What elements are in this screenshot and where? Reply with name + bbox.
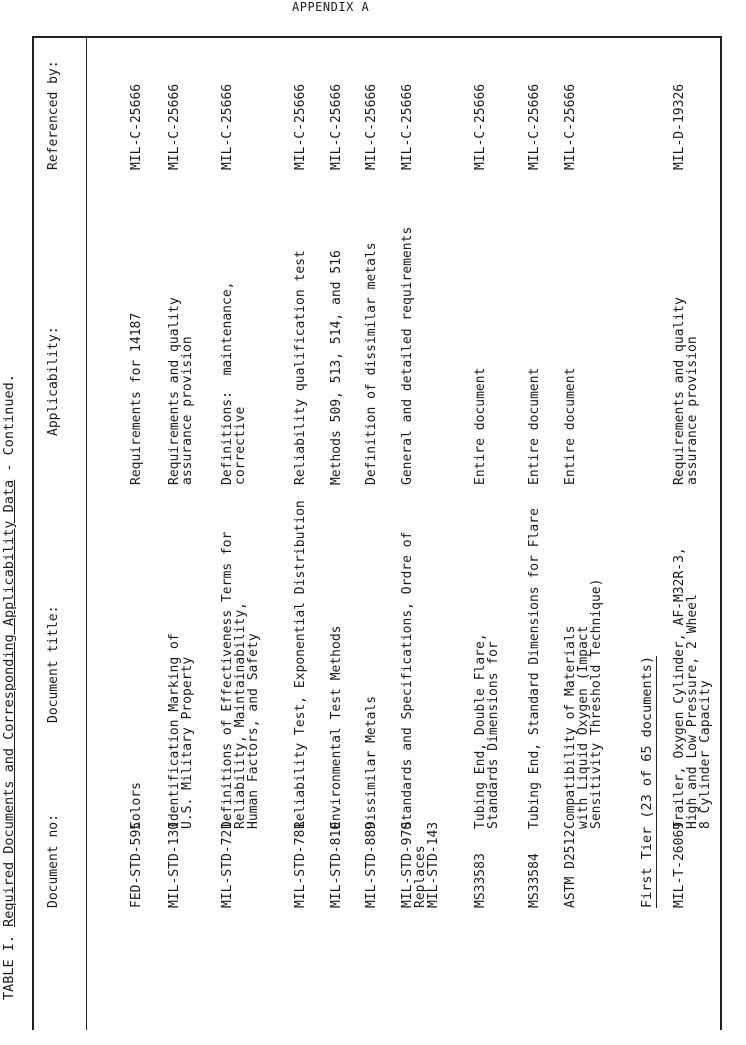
row-9-title: Tubing End, Standard Dimensions for Flare	[527, 508, 542, 829]
section-label-first-tier: First Tier (23 of 65 documents)	[639, 656, 655, 908]
row-4-title: Reliability Test, Exponential Distribution	[293, 500, 308, 829]
row-2-title: Identification Marking of U.S. Military Property	[167, 633, 195, 829]
caption-suffix: - Continued.	[1, 374, 17, 480]
table-caption	[1, 374, 17, 1000]
column-header-doc-no: Document no:	[46, 814, 61, 908]
row-1-doc-no: FED-STD-595	[129, 821, 144, 908]
section-row-1-title: Trailer, Oxygen Cylinder, AF-M32R-3, High and Low Pressure, 2 Wheel 8 Cylinder Capacity	[672, 547, 713, 829]
row-6-applicability: Definition of dissimilar metals	[364, 242, 379, 485]
row-4-referenced-by: MIL-C-25666	[293, 83, 308, 170]
row-1-applicability: Requirements for 14187	[129, 312, 144, 485]
row-6-title: Dissimilar Metals	[364, 695, 379, 829]
row-5-doc-no: MIL-STD-810	[329, 821, 344, 908]
caption-prefix: TABLE I.	[1, 926, 17, 1000]
row-3-applicability: Definitions: maintenance, corrective	[220, 281, 248, 485]
row-10-doc-no: ASTM D2512	[563, 829, 578, 908]
row-1-referenced-by: MIL-C-25666	[129, 83, 144, 170]
row-8-doc-no: MS33583	[473, 853, 488, 908]
section-row-1-applicability: Requirements and quality assurance provision	[672, 297, 700, 485]
row-7-referenced-by: MIL-C-25666	[400, 83, 415, 170]
row-3-doc-no: MIL-STD-721	[220, 821, 235, 908]
row-6-doc-no: MIL-STD-889	[364, 821, 379, 908]
row-8-referenced-by: MIL-C-25666	[473, 83, 488, 170]
row-7-doc-no: MIL-STD-970 Replaces MIL-STD-143	[400, 821, 441, 908]
row-8-title: Tubing End, Double Flare, Standards Dimensions for	[473, 633, 501, 829]
row-9-applicability: Entire document	[527, 367, 542, 485]
row-7-title: Standards and Specifications, Ordre of	[400, 531, 415, 829]
row-2-referenced-by: MIL-C-25666	[167, 83, 182, 170]
column-header-referenced-by: Referenced by:	[46, 60, 61, 170]
row-5-applicability: Methods 509, 513, 514, and 516	[329, 250, 344, 485]
section-row-1-doc-no: MIL-T-26069	[672, 821, 687, 908]
row-6-referenced-by: MIL-C-25666	[364, 83, 379, 170]
row-8-applicability: Entire document	[473, 367, 488, 485]
caption-title: Required Documents and Corresponding Applicability Data	[1, 479, 17, 927]
page-header: APPENDIX A	[292, 0, 370, 14]
row-10-applicability: Entire document	[563, 367, 578, 485]
row-10-referenced-by: MIL-C-25666	[563, 83, 578, 170]
row-3-title: Definitions of Effectiveness Terms for Reliability, Maintainability, Human Factors, and Safety	[220, 531, 261, 829]
header-rule	[86, 36, 87, 1030]
row-2-doc-no: MIL-STD-130	[167, 821, 182, 908]
row-5-referenced-by: MIL-C-25666	[329, 83, 344, 170]
row-4-applicability: Reliability qualification test	[293, 250, 308, 485]
row-4-doc-no: MIL-STD-781	[293, 821, 308, 908]
rotated-table-sheet	[0, 30, 720, 1030]
row-3-referenced-by: MIL-C-25666	[220, 83, 235, 170]
column-header-applicability: Applicability:	[46, 326, 61, 436]
column-header-doc-title: Document title:	[46, 605, 61, 723]
section-row-1-referenced-by: MIL-D-19326	[672, 83, 687, 170]
row-9-doc-no: MS33584	[527, 853, 542, 908]
row-5-title: Environmental Test Methods	[329, 625, 344, 829]
row-2-applicability: Requirements and quality assurance provision	[167, 297, 195, 485]
row-7-applicability: General and detailed requirements	[400, 226, 415, 485]
row-1-title: Colors	[129, 782, 144, 829]
row-9-referenced-by: MIL-C-25666	[527, 83, 542, 170]
row-10-title: Compatibility of Materials with Liquid Oxygen (Impact Sensitivity Threshold Technique)	[563, 578, 604, 829]
